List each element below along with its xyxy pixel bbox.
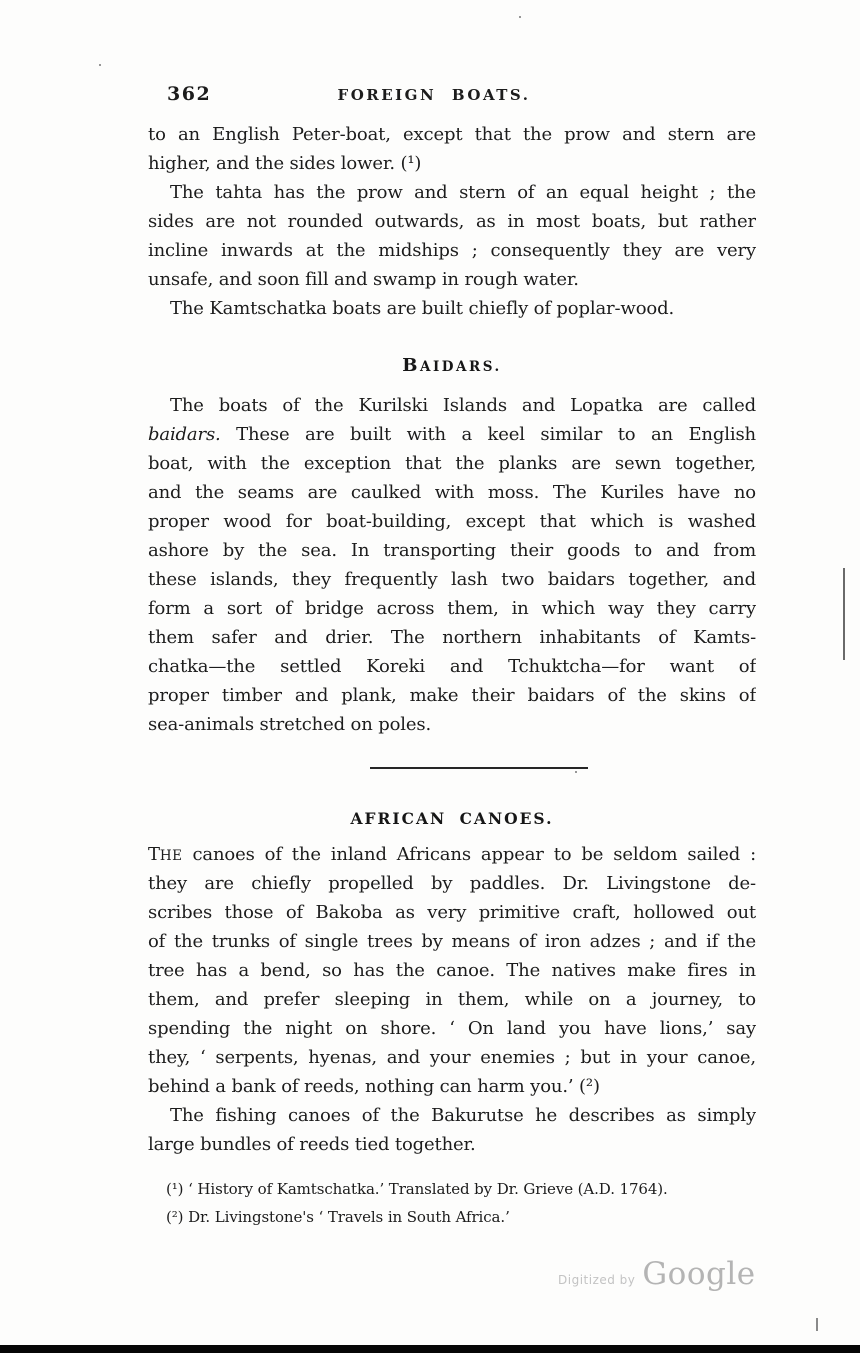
text-segment: These are built with a keel similar to an English (220, 424, 756, 445)
text-line: sea-animals stretched on poles. (148, 714, 432, 735)
scan-artifact-speck (575, 771, 577, 773)
text-segment: T (148, 844, 160, 865)
watermark (558, 1256, 756, 1292)
section-heading-african: AFRICAN CANOES. (350, 809, 554, 828)
paragraph (148, 294, 756, 323)
section-heading-baidars: BAIDARS. (402, 355, 502, 376)
text-line: The fishing canoes of the Bakurutse he describes as simply (170, 1105, 756, 1126)
digitized-by-label: Digitized by (558, 1273, 636, 1287)
scan-artifact-speck (99, 64, 101, 66)
footnotes (148, 1176, 756, 1231)
text-line: higher, and the sides lower. (¹) (148, 153, 422, 174)
text-line: them safer and drier. The northern inhabitants of Kamts- (148, 627, 756, 648)
text-line: form a sort of bridge across them, in which way they carry (148, 598, 756, 619)
text-column (148, 120, 756, 1231)
text-line: them, and prefer sleeping in them, while on a journey, to (148, 989, 756, 1010)
text-line: tree has a bend, so has the canoe. The natives make fires in (148, 960, 756, 981)
text-line (148, 840, 756, 869)
text-segment: HE (159, 848, 183, 864)
section-divider (370, 767, 588, 769)
text-line: they are chiefly propelled by paddles. Dr. Livingstone de- (148, 873, 756, 894)
text-line: The tahta has the prow and stern of an equal height ; the (170, 182, 756, 203)
text-line: to an English Peter-boat, except that the prow and stern are (148, 124, 756, 145)
text-line: proper wood for boat-building, except that which is washed (148, 511, 756, 532)
footnote-line: (²) Dr. Livingstone's ‘ Travels in South Africa.’ (166, 1207, 510, 1226)
text-line: behind a bank of reeds, nothing can harm you.’ (²) (148, 1076, 600, 1097)
scan-artifact-tick (816, 1318, 818, 1331)
text-line: and the seams are caulked with moss. The Kuriles have no (148, 482, 756, 503)
text-line (148, 420, 756, 449)
text-line: boat, with the exception that the planks are sewn together, (148, 453, 756, 474)
text-line: they, ‘ serpents, hyenas, and your enemies ; but in your canoe, (148, 1047, 756, 1068)
text-line: chatka—the settled Koreki and Tchuktcha—for want of (148, 656, 756, 677)
text-line: incline inwards at the midships ; consequently they are very (148, 240, 756, 261)
text-line: unsafe, and soon fill and swamp in rough water. (148, 269, 579, 290)
paragraph (148, 391, 756, 739)
paragraph (148, 178, 756, 294)
paragraph (148, 1101, 756, 1159)
text-segment: baidars. (148, 424, 221, 445)
footnote-line: (¹) ‘ History of Kamtschatka.’ Translated by Dr. Grieve (A.D. 1764). (166, 1180, 668, 1198)
running-head: FOREIGN BOATS. (337, 86, 531, 104)
paragraph (148, 120, 756, 178)
text-line: The boats of the Kurilski Islands and Lopatka are called (170, 395, 756, 416)
text-line: proper timber and plank, make their baidars of the skins of (148, 685, 756, 706)
text-line: scribes those of Bakoba as very primitive craft, hollowed out (148, 902, 756, 923)
scan-edge-bar (0, 1345, 860, 1353)
text-line: ashore by the sea. In transporting their goods to and from (148, 540, 756, 561)
text-line: spending the night on shore. ‘ On land you have lions,’ say (148, 1018, 756, 1039)
text-line: sides are not rounded outwards, as in most boats, but rather (148, 211, 756, 232)
text-segment: canoes of the inland Africans appear to be seldom sailed : (182, 844, 756, 865)
text-line: of the trunks of single trees by means of iron adzes ; and if the (148, 931, 756, 952)
text-line: these islands, they frequently lash two baidars together, and (148, 569, 756, 590)
scan-artifact-speck (519, 16, 521, 18)
page-number: 362 (167, 83, 212, 105)
paragraph (148, 840, 756, 1101)
text-line: The Kamtschatka boats are built chiefly of poplar-wood. (170, 298, 675, 319)
google-logo: Google (642, 1256, 756, 1292)
text-line: large bundles of reeds tied together. (148, 1134, 476, 1155)
scan-artifact-margin-line (843, 568, 845, 660)
